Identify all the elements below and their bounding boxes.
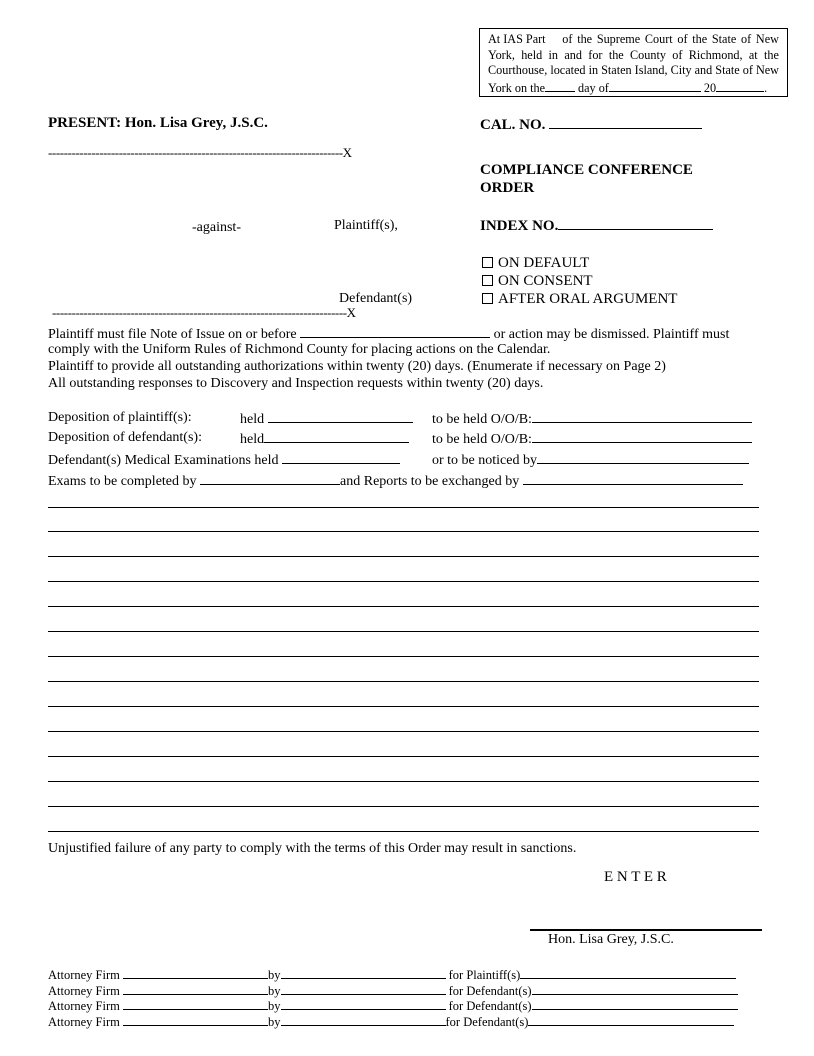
caption-bottom-rule: ---------------------------------------------------------------------------X (52, 305, 356, 320)
defendants-label: Defendant(s) (339, 291, 413, 306)
blank-line[interactable] (48, 731, 759, 732)
checkbox-icon[interactable] (482, 275, 493, 286)
month-blank[interactable] (609, 79, 701, 92)
blank-line[interactable] (48, 656, 759, 657)
sanctions-notice: Unjustified failure of any party to comply with the terms of this Order may result in sanctions. (48, 841, 577, 856)
attorney-row: Attorney Firm by for Defendant(s) (48, 997, 738, 1014)
paragraph-line-3: Plaintiff to provide all outstanding authorizations within twenty (20) days. (Enumerate if necessary on Page 2) (48, 359, 666, 374)
checkbox-on-consent[interactable]: ON CONSENT (482, 273, 593, 290)
attorney-row: Attorney Firm by for Plaintiff(s) (48, 966, 736, 983)
defendant-held-field[interactable] (264, 430, 409, 443)
blank-line[interactable] (48, 556, 759, 557)
attorney-firm-field[interactable] (123, 966, 268, 979)
judge-signature-name: Hon. Lisa Grey, J.S.C. (548, 932, 674, 947)
blank-line[interactable] (48, 831, 759, 832)
present-judge: PRESENT: Hon. Lisa Grey, J.S.C. (48, 115, 268, 131)
index-no-label: INDEX NO. (480, 217, 713, 235)
enter-label: E N T E R (604, 869, 667, 885)
medical-noticed-field[interactable] (537, 451, 749, 464)
plaintiffs-label: Plaintiff(s), (334, 218, 398, 233)
exams-date-field[interactable] (200, 472, 340, 485)
attorney-by-field[interactable] (281, 982, 446, 995)
medical-noticed-line: or to be noticed by (432, 451, 749, 469)
attorney-row: Attorney Firm by for Defendant(s) (48, 982, 738, 999)
medical-exam-line: Defendant(s) Medical Examinations held (48, 451, 400, 469)
blank-line[interactable] (48, 581, 759, 582)
blank-line[interactable] (48, 507, 759, 508)
checkbox-icon[interactable] (482, 257, 493, 268)
note-of-issue-date-field[interactable] (300, 325, 490, 338)
index-no-field[interactable] (558, 217, 713, 230)
deposition-plaintiff-held: held (240, 410, 413, 428)
deposition-plaintiff-label: Deposition of plaintiff(s): (48, 410, 192, 425)
attorney-firm-field[interactable] (123, 1013, 268, 1026)
plaintiff-oob-field[interactable] (532, 410, 752, 423)
header-line-1: At IAS Part of the Supreme Court of the State of New (488, 32, 779, 46)
caption-top-rule: ---------------------------------------------------------------------------X (48, 145, 352, 160)
medical-held-field[interactable] (282, 451, 400, 464)
reports-date-field[interactable] (523, 472, 743, 485)
order-title: COMPLIANCE CONFERENCE ORDER (480, 162, 693, 196)
checkbox-icon[interactable] (482, 293, 493, 304)
attorney-by-field[interactable] (281, 997, 446, 1010)
attorney-row: Attorney Firm by for Defendant(s) (48, 1013, 734, 1030)
day-blank[interactable] (545, 79, 575, 92)
blank-line[interactable] (48, 706, 759, 707)
attorney-firm-field[interactable] (123, 997, 268, 1010)
attorney-for-field[interactable] (532, 997, 738, 1010)
header-line-2: York, held in and for the County of Richmond, at the (488, 47, 779, 62)
attorney-for-field[interactable] (528, 1013, 734, 1026)
checkbox-after-oral-argument[interactable]: AFTER ORAL ARGUMENT (482, 291, 677, 308)
judge-signature-line[interactable] (530, 929, 762, 931)
cal-no-label: CAL. NO. (480, 116, 702, 134)
note-of-issue-line: Plaintiff must file Note of Issue on or before or action may be dismissed. Plaintiff must (48, 327, 730, 342)
blank-line[interactable] (48, 681, 759, 682)
paragraph-line-4: All outstanding responses to Discovery and Inspection requests within twenty (20) days. (48, 376, 544, 391)
attorney-by-field[interactable] (281, 1013, 446, 1026)
plaintiff-held-field[interactable] (268, 410, 413, 423)
year-blank[interactable] (716, 79, 764, 92)
attorney-by-field[interactable] (281, 966, 446, 979)
header-line-4: York on the day of 20 . (488, 80, 768, 95)
blank-line[interactable] (48, 531, 759, 532)
cal-no-field[interactable] (549, 116, 702, 129)
court-header-box (479, 28, 788, 97)
attorney-for-field[interactable] (532, 982, 738, 995)
deposition-defendant-held: held (240, 430, 409, 448)
blank-line[interactable] (48, 781, 759, 782)
blank-line[interactable] (48, 756, 759, 757)
checkbox-on-default[interactable]: ON DEFAULT (482, 255, 589, 272)
paragraph-line-2: comply with the Uniform Rules of Richmond County for placing actions on the Calendar. (48, 342, 551, 357)
blank-line[interactable] (48, 806, 759, 807)
attorney-for-field[interactable] (520, 966, 736, 979)
blank-line[interactable] (48, 606, 759, 607)
exams-line: Exams to be completed by and Reports to be exchanged by (48, 472, 743, 490)
deposition-defendant-oob: to be held O/O/B: (432, 430, 752, 448)
deposition-defendant-label: Deposition of defendant(s): (48, 430, 202, 445)
attorney-firm-field[interactable] (123, 982, 268, 995)
blank-line[interactable] (48, 631, 759, 632)
defendant-oob-field[interactable] (532, 430, 752, 443)
against-label: -against- (192, 220, 241, 235)
header-line-3: Courthouse, located in Staten Island, City and State of New (488, 63, 779, 77)
deposition-plaintiff-oob: to be held O/O/B: (432, 410, 752, 428)
